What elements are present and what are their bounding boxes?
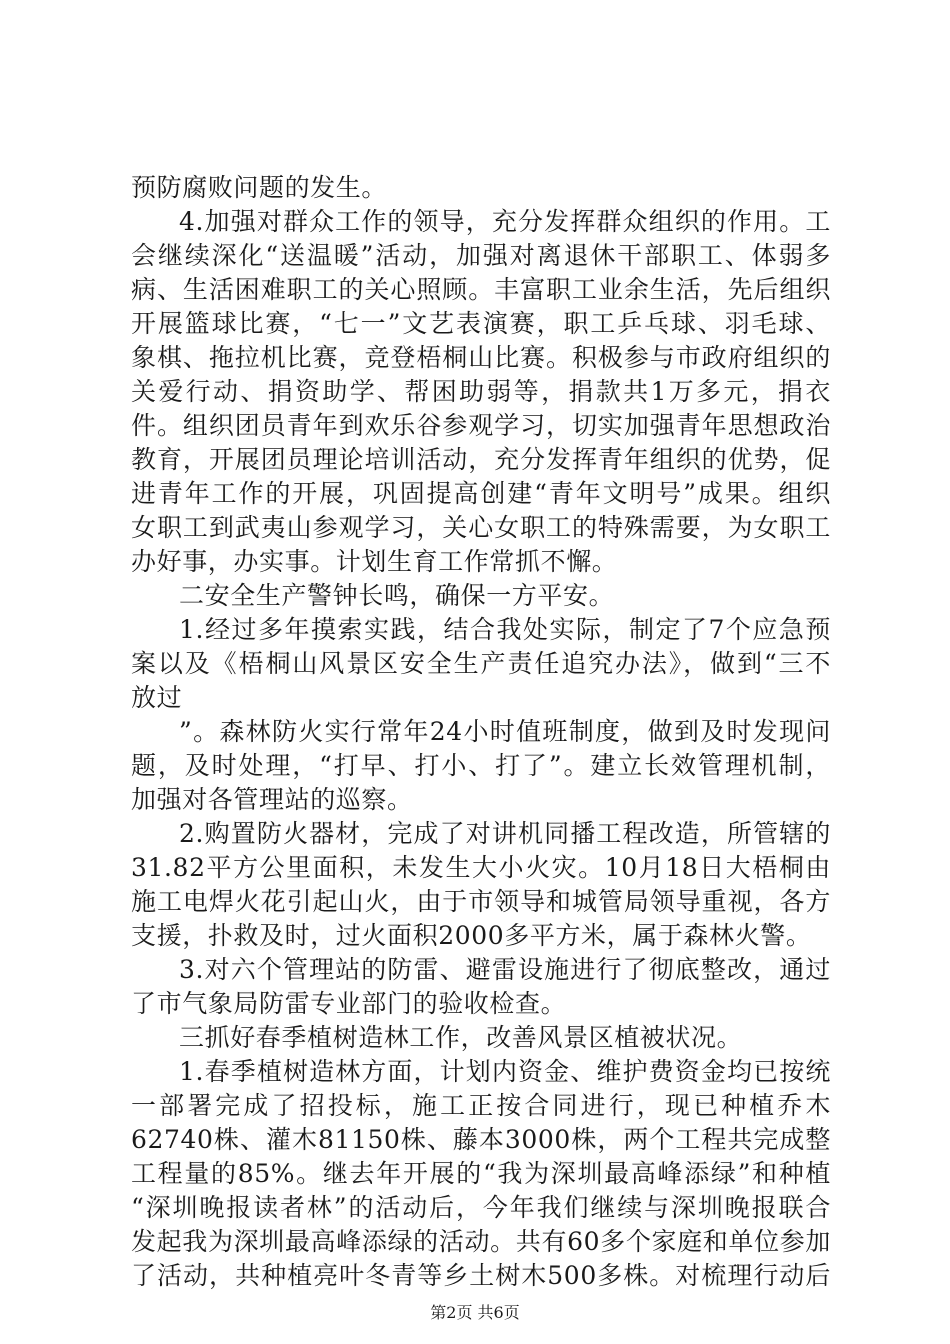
text-line: 进青年工作的开展，巩固提高创建“青年文明号”成果。组织 [131, 479, 831, 508]
text-line: 关爱行动、捐资助学、帮困助弱等，捐款共1万多元，捐衣 [131, 377, 831, 406]
text-line: 1.春季植树造林方面，计划内资金、维护费资金均已按统 [179, 1057, 831, 1086]
text-line: 3.对六个管理站的防雷、避雷设施进行了彻底整改，通过 [179, 955, 831, 984]
text-line: 预防腐败问题的发生。 [131, 173, 388, 202]
text-line: 题，及时处理，“打早、打小、打了”。建立长效管理机制， [131, 751, 831, 780]
text-line: 会继续深化“送温暖”活动，加强对离退休干部职工、体弱多 [131, 241, 831, 270]
text-line: 62740株、灌木81150株、藤本3000株，两个工程共完成整 [131, 1125, 831, 1154]
text-line: 办好事，办实事。计划生育工作常抓不懈。 [131, 547, 618, 576]
text-line: 案以及《梧桐山风景区安全生产责任追究办法》，做到“三不 [131, 649, 831, 678]
text-line: 开展篮球比赛，“七一”文艺表演赛，职工乒乓球、羽毛球、 [131, 309, 831, 338]
text-line: 了市气象局防雷专业部门的验收检查。 [131, 989, 567, 1018]
text-line: 工程量的85%。继去年开展的“我为深圳最高峰添绿”和种植 [131, 1159, 831, 1188]
text-line: ”。森林防火实行常年24小时值班制度，做到及时发现问 [179, 717, 831, 746]
text-line: 发起我为深圳最高峰添绿的活动。共有60多个家庭和单位参加 [131, 1227, 831, 1256]
text-line: 1.经过多年摸索实践，结合我处实际，制定了7个应急预 [179, 615, 831, 644]
text-line: 31.82平方公里面积，未发生大小火灾。10月18日大梧桐由 [131, 853, 831, 882]
text-line: 象棋、拖拉机比赛，竞登梧桐山比赛。积极参与市政府组织的 [131, 343, 831, 372]
page-number-footer: 第2页 共6页 [430, 1303, 520, 1322]
text-line: 放过 [131, 683, 183, 712]
section-heading: 二安全生产警钟长鸣，确保一方平安。 [179, 581, 615, 610]
text-line: 施工电焊火花引起山火，由于市领导和城管局领导重视，各方 [131, 887, 831, 916]
text-line: 支援，扑救及时，过火面积2000多平方米，属于森林火警。 [131, 921, 812, 950]
text-line: 4.加强对群众工作的领导，充分发挥群众组织的作用。工 [179, 207, 831, 236]
text-line: 了活动，共种植亮叶冬青等乡土树木500多株。对梳理行动后 [131, 1261, 831, 1290]
text-line: 病、生活困难职工的关心照顾。丰富职工业余生活，先后组织 [131, 275, 831, 304]
section-heading: 三抓好春季植树造林工作，改善风景区植被状况。 [179, 1023, 743, 1052]
text-line: 教育，开展团员理论培训活动，充分发挥青年组织的优势，促 [131, 445, 831, 474]
text-line: 一部署完成了招投标，施工正按合同进行，现已种植乔木 [131, 1091, 831, 1120]
text-line: 2.购置防火器材，完成了对讲机同播工程改造，所管辖的 [179, 819, 831, 848]
text-line: “深圳晚报读者林”的活动后，今年我们继续与深圳晚报联合 [131, 1193, 831, 1222]
text-line: 女职工到武夷山参观学习，关心女职工的特殊需要，为女职工 [131, 513, 831, 542]
text-line: 件。组织团员青年到欢乐谷参观学习，切实加强青年思想政治 [131, 411, 831, 440]
text-line: 加强对各管理站的巡察。 [131, 785, 413, 814]
